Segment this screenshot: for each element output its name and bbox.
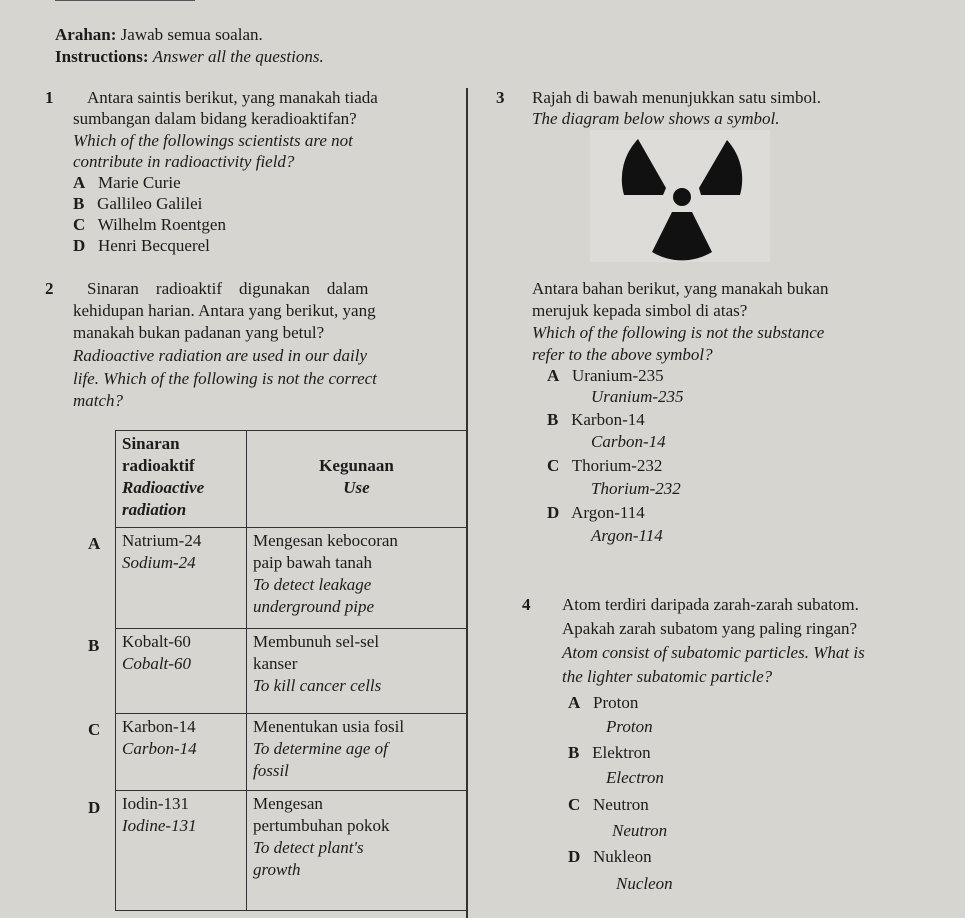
arahan: Arahan: Jawab semua soalan.	[55, 25, 263, 44]
q2-text: Sinaran radioaktif digunakan dalam	[87, 279, 369, 298]
q2-text: manakah bukan padanan yang betul?	[73, 323, 325, 342]
q3-subtext: Antara bahan berikut, yang manakah bukan	[532, 279, 829, 298]
q2-text-en: match?	[73, 391, 124, 410]
q4-option-b[interactable]: B Elektron	[568, 743, 651, 762]
instructions: Instructions: Answer all the questions.	[55, 47, 324, 66]
q2-text: kehidupan harian. Antara yang berikut, yang	[73, 301, 376, 320]
q1-option-b[interactable]: B Gallileo Galilei	[73, 194, 203, 213]
q3-option-a[interactable]: A Uranium-235	[547, 366, 664, 385]
row-letter-a: A	[88, 534, 101, 553]
q3-option-a-en: Uranium-235	[591, 387, 684, 406]
q4-text: Atom terdiri daripada zarah-zarah subatom.	[562, 595, 859, 614]
q4-text: Apakah zarah subatom yang paling ringan?	[562, 619, 858, 638]
q3-option-d-en: Argon-114	[591, 526, 663, 545]
row-letter-d: D	[88, 798, 101, 817]
q4-option-d-en: Nucleon	[616, 874, 673, 893]
table-header-row	[116, 431, 467, 528]
q3-number: 3	[496, 88, 505, 107]
q1-text: Antara saintis berikut, yang manakah tiada	[87, 88, 378, 107]
q2-text-en: Radioactive radiation are used in our daily	[73, 346, 367, 365]
q1-option-d[interactable]: D Henri Becquerel	[73, 236, 210, 255]
row-letter-c: C	[88, 720, 101, 739]
q4-text-en: the lighter subatomic particle?	[562, 667, 773, 686]
header-kegunaan: Kegunaan Use	[247, 431, 467, 528]
q1-text: sumbangan dalam bidang keradioaktifan?	[73, 109, 357, 128]
q3-subtext-en: Which of the following is not the substance	[532, 323, 825, 342]
header-sinaran: Sinaran radioaktif Radioactive radiation	[116, 431, 247, 528]
table-row: Iodin-131 Iodine-131 Mengesan pertumbuhan pokok To detect plant's growth	[116, 791, 467, 911]
q4-text-en: Atom consist of subatomic particles. What is	[562, 643, 865, 662]
q3-option-d[interactable]: D Argon-114	[547, 503, 645, 522]
q3-option-b-en: Carbon-14	[591, 432, 666, 451]
q4-option-d[interactable]: D Nukleon	[568, 847, 652, 866]
q2-number: 2	[45, 279, 54, 298]
q3-subtext: merujuk kepada simbol di atas?	[532, 301, 748, 320]
table-row: Karbon-14 Carbon-14 Menentukan usia fosil To determine age of fossil	[116, 714, 467, 791]
q4-option-c-en: Neutron	[612, 821, 668, 840]
q4-option-a[interactable]: A Proton	[568, 693, 639, 712]
radiation-use-table	[115, 430, 467, 911]
radiation-symbol-icon	[590, 130, 770, 262]
top-rule	[55, 0, 195, 1]
q1-number: 1	[45, 88, 54, 107]
table-row: Natrium-24 Sodium-24 Mengesan kebocoran paip bawah tanah To detect leakage underground pipe	[116, 528, 467, 629]
q1-text-en: contribute in radioactivity field?	[73, 152, 295, 171]
q3-subtext-en: refer to the above symbol?	[532, 345, 713, 364]
q3-text: Rajah di bawah menunjukkan satu simbol.	[532, 88, 821, 107]
q3-option-b[interactable]: B Karbon-14	[547, 410, 645, 429]
table-row: Kobalt-60 Cobalt-60 Membunuh sel-sel kanser To kill cancer cells	[116, 629, 467, 714]
q2-text-en: life. Which of the following is not the correct	[73, 369, 377, 388]
q3-option-c-en: Thorium-232	[591, 479, 681, 498]
q4-option-a-en: Proton	[606, 717, 653, 736]
q1-option-a[interactable]: A Marie Curie	[73, 173, 181, 192]
q1-text-en: Which of the followings scientists are not	[73, 131, 353, 150]
q4-number: 4	[522, 595, 531, 614]
q4-option-c[interactable]: C Neutron	[568, 795, 649, 814]
q1-option-c[interactable]: C Wilhelm Roentgen	[73, 215, 226, 234]
q3-text-en: The diagram below shows a symbol.	[532, 109, 780, 128]
q4-option-b-en: Electron	[606, 768, 664, 787]
q3-option-c[interactable]: C Thorium-232	[547, 456, 663, 475]
row-letter-b: B	[88, 636, 100, 655]
